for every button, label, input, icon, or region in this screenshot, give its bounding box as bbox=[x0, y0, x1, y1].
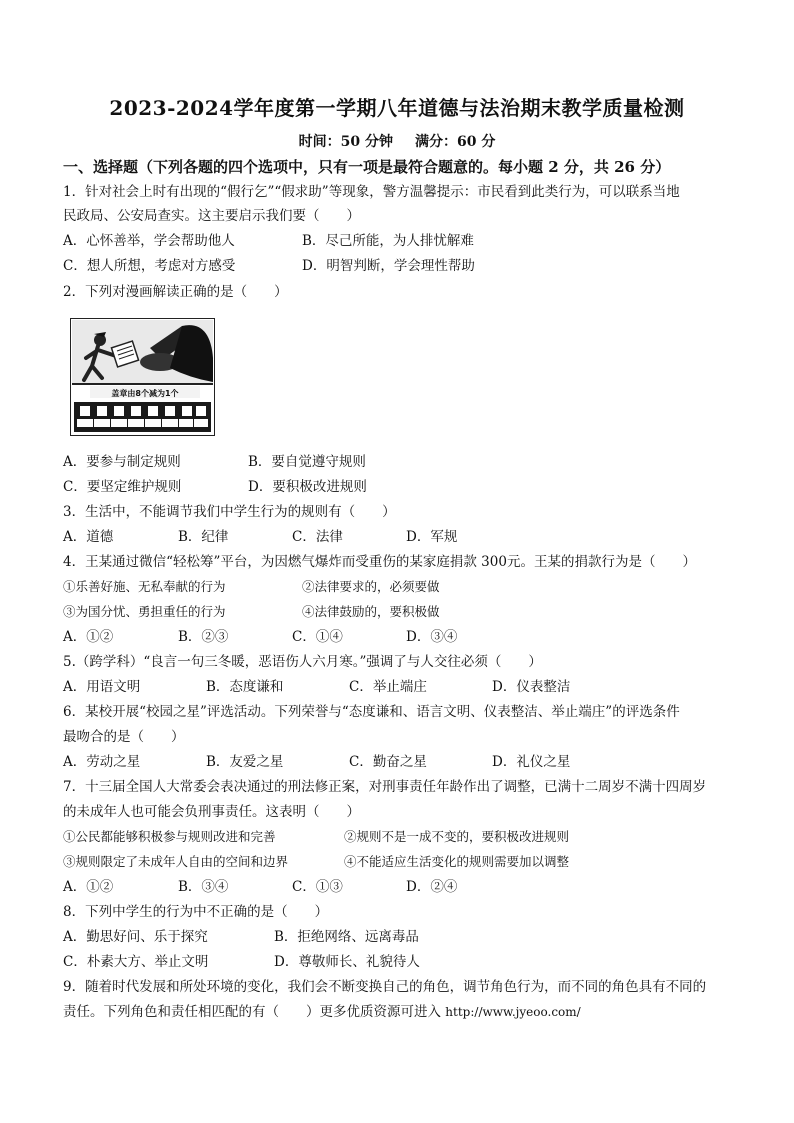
q7-stem-line2: 的未成年人也可能会负刑事责任。这表明（ ） bbox=[63, 804, 360, 820]
section-header-multiple-choice: 一、选择题（下列各题的四个选项中，只有一项是最符合题意的。每小题 2 分，共 26 分） bbox=[63, 158, 671, 176]
q3-stem: 3．生活中，不能调节我们中学生行为的规则有（ ） bbox=[63, 504, 396, 520]
q2-cartoon-caption: 盖章由8个减为1个 bbox=[111, 389, 179, 398]
q7-option-c: C．①③ bbox=[292, 879, 343, 895]
q2-option-b: B．要自觉遵守规则 bbox=[248, 454, 366, 470]
q6-option-d: D．礼仪之星 bbox=[492, 754, 571, 770]
q1-stem-line2: 民政局、公安局查实。这主要启示我们要（ ） bbox=[63, 208, 360, 224]
full-score: 满分：60 分 bbox=[415, 134, 496, 150]
q2-option-d: D．要积极改进规则 bbox=[248, 479, 367, 495]
q7-stem-line1: 7．十三届全国人大常委会表决通过的刑法修正案，对刑事责任年龄作出了调整，已满十二周岁不满十四周岁 bbox=[63, 779, 707, 795]
q5-option-b: B．态度谦和 bbox=[206, 679, 284, 695]
source-link[interactable]: http://www.jyeoo.com/ bbox=[445, 1005, 581, 1019]
q9-stem-line2 bbox=[63, 1003, 581, 1021]
q3-option-c: C．法律 bbox=[292, 529, 343, 545]
q7-statement-3: ③规则限定了未成年人自由的空间和边界 bbox=[63, 854, 289, 869]
q2-option-a: A．要参与制定规则 bbox=[63, 454, 181, 470]
q6-stem-line1: 6．某校开展“校园之星”评选活动。下列荣誉与“态度谦和、语言文明、仪表整洁、举止端庄”的评选条件 bbox=[63, 704, 680, 720]
q8-stem: 8．下列中学生的行为中不正确的是（ ） bbox=[63, 904, 329, 920]
q8-option-b: B．拒绝网络、远离毒品 bbox=[274, 929, 419, 945]
q5-option-a: A．用语文明 bbox=[63, 679, 141, 695]
exam-subtitle bbox=[0, 131, 794, 151]
q5-stem: 5.（跨学科）“良言一句三冬暖，恶语伤人六月寒。”强调了与人交往必须（ ） bbox=[63, 654, 542, 670]
q4-option-a: A．①② bbox=[63, 629, 114, 645]
q2-option-c: C．要坚定维护规则 bbox=[63, 479, 182, 495]
q2-cartoon-image bbox=[70, 318, 215, 436]
q9-stem-line1: 9．随着时代发展和所处环境的变化，我们会不断变换自己的角色，调节角色行为，而不同的角色具有不同的 bbox=[63, 979, 707, 995]
q1-option-a: A．心怀善举，学会帮助他人 bbox=[63, 233, 235, 249]
q1-option-c: C．想人所想，考虑对方感受 bbox=[63, 258, 236, 274]
q4-statement-4: ④法律鼓励的，要积极做 bbox=[302, 604, 440, 619]
time-limit: 时间：50 分钟 bbox=[298, 134, 393, 150]
q4-option-b: B．②③ bbox=[178, 629, 229, 645]
q3-option-a: A．道德 bbox=[63, 529, 114, 545]
q7-option-b: B．③④ bbox=[178, 879, 229, 895]
q1-option-d: D．明智判断，学会理性帮助 bbox=[302, 258, 475, 274]
q8-option-c: C．朴素大方、举止文明 bbox=[63, 954, 209, 970]
q8-option-a: A．勤思好问、乐于探究 bbox=[63, 929, 208, 945]
q4-option-c: C．①④ bbox=[292, 629, 343, 645]
q8-option-d: D．尊敬师长、礼貌待人 bbox=[274, 954, 420, 970]
exam-title: 2023-2024学年度第一学期八年道德与法治期末教学质量检测 bbox=[109, 96, 685, 120]
q5-option-c: C．举止端庄 bbox=[349, 679, 427, 695]
q4-stem: 4．王某通过微信“轻松筹”平台，为因燃气爆炸而受重伤的某家庭捐款 300元。王某的捐款行为是（ ） bbox=[63, 554, 696, 570]
q6-option-a: A．劳动之星 bbox=[63, 754, 141, 770]
q4-option-d: D．③④ bbox=[406, 629, 458, 645]
q6-stem-line2: 最吻合的是（ ） bbox=[63, 729, 185, 745]
q3-option-b: B．纪律 bbox=[178, 529, 229, 545]
q4-statement-2: ②法律要求的，必须要做 bbox=[302, 579, 440, 594]
q7-option-a: A．①② bbox=[63, 879, 114, 895]
q7-option-d: D．②④ bbox=[406, 879, 458, 895]
q4-statement-1: ①乐善好施、无私奉献的行为 bbox=[63, 579, 226, 594]
q4-statement-3: ③为国分忧、勇担重任的行为 bbox=[63, 604, 226, 619]
q6-option-c: C．勤奋之星 bbox=[349, 754, 427, 770]
q6-option-b: B．友爱之星 bbox=[206, 754, 284, 770]
q2-stem: 2．下列对漫画解读正确的是（ ） bbox=[63, 284, 288, 300]
q7-statement-1: ①公民都能够积极参与规则改进和完善 bbox=[63, 829, 276, 844]
q1-option-b: B．尽己所能，为人排忧解难 bbox=[302, 233, 474, 249]
q9-stem-text: 责任。下列角色和责任相匹配的有（ ）更多优质资源可进入 bbox=[63, 1004, 441, 1020]
q5-option-d: D．仪表整洁 bbox=[492, 679, 571, 695]
q7-statement-4: ④不能适应生活变化的规则需要加以调整 bbox=[344, 854, 570, 869]
q1-stem-line1: 1．针对社会上时有出现的“假行乞”“假求助”等现象，警方温馨提示：市民看到此类行为，可以联系当地 bbox=[63, 184, 680, 200]
q7-statement-2: ②规则不是一成不变的，要积极改进规则 bbox=[344, 829, 570, 844]
q3-option-d: D．军规 bbox=[406, 529, 458, 545]
